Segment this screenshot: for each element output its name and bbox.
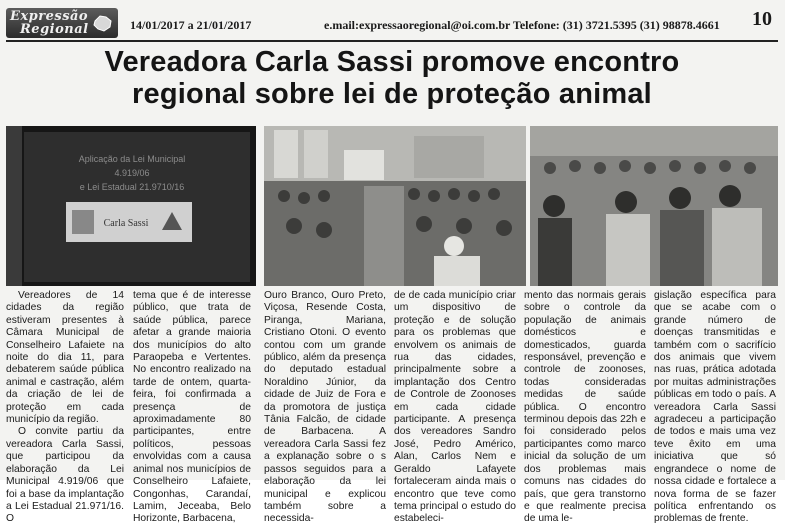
page-header xyxy=(6,8,778,38)
article-body xyxy=(6,290,778,525)
article-column-3 xyxy=(264,290,386,526)
photo-audience-hall xyxy=(264,126,526,286)
page-number: 10 xyxy=(752,8,772,30)
paragraph: de de cada município criar um dispositivo de proteção e de solução para os problemas que envolvem os animais de rua das cidades, principalmente sobre a implantação dos Centro de Controle de Zoonoses em cada cidade participante. A presença dos vereadores Sandro José, Pedro Américo, Alan, Carlos Nem e Geraldo Lafayete fortaleceram ainda mais o encontro que teve como tema principal o estudo do estabeleci- xyxy=(394,290,516,525)
paragraph: Ouro Branco, Ouro Preto, Viçosa, Resende Costa, Piranga, Mariana, Cristiano Otoni. O evento contou com um grande público, além da presença do deputado estadual Noraldino Júnior, da cidade de Juiz de Fora e da promotora de justiça Tânia Falcão, de cidade de Barbacena. A vereadora Carla Sassi fez a explanação sobre o s passos seguidos para a elaboração da lei municipal e explicou também sobre a necessida- xyxy=(264,290,386,525)
slide-title-line1: Aplicação da Lei Municipal xyxy=(78,154,186,164)
paragraph: tema que é de interesse público, que trata de saúde pública, parece afetar a grande maioria dos municípios do alto Paraopeba e Vertentes. No encontro realizado na tarde de ontem, quarta-feira, foi confirmada a presença de aproximadamente 80 participantes, entre políticos, pessoas envolvidas com a causa animal nos municípios de Conselheiro Lafaiete, Congonhas, Carandaí, Lamim, Jeceaba, Belo Horizonte, Barbacena, xyxy=(133,290,251,525)
paragraph: Vereadores de 14 cidades da região estiveram presentes à Câmara Municipal de Conselheiro Lafaiete na noite do dia 11, para debaterem saúde pública animal e castração, além da criação de lei de proteção em cada município da região. xyxy=(6,290,124,426)
article-column-6 xyxy=(654,290,776,526)
article-column-4 xyxy=(394,290,516,526)
logo-line1: Expressão xyxy=(10,9,89,24)
slide-title-line2: 4.919/06 xyxy=(114,168,150,178)
article-headline xyxy=(6,46,778,110)
paragraph: mento das normais gerais sobre o controle da população de animais domésticos e domesticados, guarda responsável, prevenção e controle de zoonoses, todas consideradas medidas de saúde pública. O encontro terminou depois das 22h e foi considerado pelos participantes como marco inicial da solução de um dos problemas mais comuns nas cidades do país, que gera transtorno e que realmente precisa de uma le- xyxy=(524,290,646,525)
slide-title-line3: e Lei Estadual 21.9710/16 xyxy=(79,182,185,192)
edition-dates: 14/01/2017 a 21/01/2017 xyxy=(130,18,252,32)
article-column-5 xyxy=(524,290,646,526)
newspaper-logo xyxy=(6,8,118,38)
photo-participants xyxy=(530,126,778,286)
header-rule xyxy=(6,40,778,42)
slide-name: Carla Sassi xyxy=(103,218,149,229)
headline-line2: regional sobre lei de proteção animal xyxy=(132,78,652,110)
headline-line1: Vereadora Carla Sassi promove encontro xyxy=(104,46,680,78)
photo-presentation-slide xyxy=(6,126,256,286)
paragraph: O convite partiu da vereadora Carla Sassi, que participou da elaboração da Lei Municipal 4.919/06 que foi a base da implantação a Lei Estadual 21.971/16. O xyxy=(6,426,124,525)
state-map-icon xyxy=(92,12,114,34)
article-column-2 xyxy=(133,290,251,526)
contact-info: e.mail:expressaoregional@oi.com.br Telefone: (31) 3721.5395 (31) 98878.4661 xyxy=(324,18,720,32)
article-column-1 xyxy=(6,290,124,526)
paragraph: gislação específica para que se acabe com o grande número de doenças transmitidas e também com o sacrifício dos animais que vivem nas ruas, prática adotada por muitas administrações públicas em todo o país. A vereadora Carla Sassi agradeceu a participação de todos e mais uma vez teve êxito em uma iniciativa que só engrandece o nome de nossa cidade e fortalece a nova forma de se fazer política enfrentando os problemas de frente. xyxy=(654,290,776,525)
logo-line2: Regional xyxy=(20,22,89,37)
